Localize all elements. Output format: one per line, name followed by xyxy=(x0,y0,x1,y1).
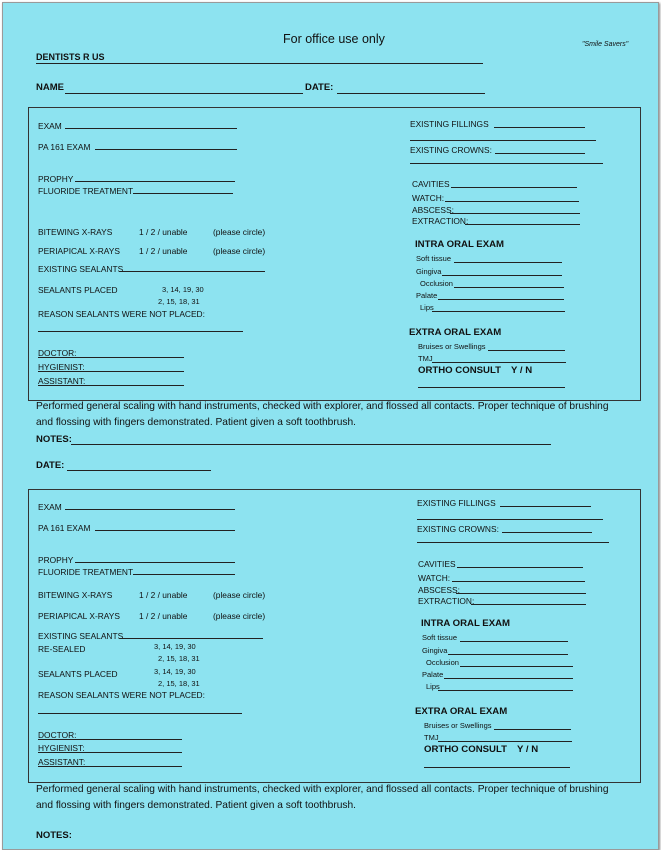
doctor-label: DOCTOR: xyxy=(38,348,77,358)
hygienist-field[interactable] xyxy=(38,752,182,753)
sealants-teeth-row1[interactable]: 3, 14, 19, 30 xyxy=(154,667,196,676)
date2-label: DATE: xyxy=(36,460,65,471)
gingiva-field[interactable] xyxy=(442,275,562,276)
existing-crowns-label: EXISTING CROWNS: xyxy=(410,145,492,155)
extraction-label: EXTRACTION: xyxy=(412,216,469,226)
cavities-label: CAVITIES xyxy=(412,179,450,189)
tmj-label: TMJ xyxy=(424,733,439,742)
existing-fillings-field[interactable] xyxy=(494,127,585,128)
practice-name: DENTISTS R US xyxy=(36,52,105,62)
exam-label: EXAM xyxy=(38,502,62,512)
sealants-teeth-row2[interactable]: 2, 15, 18, 31 xyxy=(158,679,200,688)
assistant-label: ASSISTANT: xyxy=(38,376,86,386)
pa161-field[interactable] xyxy=(95,149,237,150)
doctor-field[interactable] xyxy=(38,739,182,740)
existing-fillings-field-2[interactable] xyxy=(410,140,596,141)
sealants-placed-label: SEALANTS PLACED xyxy=(38,669,118,679)
reason-label: REASON SEALANTS WERE NOT PLACED: xyxy=(38,309,205,319)
assistant-field[interactable] xyxy=(38,766,182,767)
extraction-field[interactable] xyxy=(465,224,580,225)
name-field[interactable] xyxy=(65,93,303,94)
periapical-label: PERIAPICAL X-RAYS xyxy=(38,611,120,621)
exam-label: EXAM xyxy=(38,121,62,131)
notes-label: NOTES: xyxy=(36,434,72,445)
abscess-label: ABSCESS: xyxy=(412,205,454,215)
periapical-label: PERIAPICAL X-RAYS xyxy=(38,246,120,256)
watch-field[interactable] xyxy=(452,581,585,582)
gingiva-field[interactable] xyxy=(448,654,568,655)
soft-tissue-field[interactable] xyxy=(460,641,568,642)
hygienist-label: HYGIENIST: xyxy=(38,743,85,753)
existing-sealants-field[interactable] xyxy=(119,271,265,272)
existing-crowns-label: EXISTING CROWNS: xyxy=(417,524,499,534)
prophy-field[interactable] xyxy=(75,181,235,182)
exam-form-1 xyxy=(28,107,641,401)
reason-field[interactable] xyxy=(38,331,243,332)
periapical-note: (please circle) xyxy=(213,611,266,621)
palate-label: Palate xyxy=(416,291,438,300)
pa161-label: PA 161 EXAM xyxy=(38,142,91,152)
bitewing-label: BITEWING X-RAYS xyxy=(38,227,113,237)
lips-label: Lips xyxy=(426,682,440,691)
occlusion-label: Occlusion xyxy=(426,658,459,667)
hygienist-field[interactable] xyxy=(38,371,184,372)
existing-crowns-field-2[interactable] xyxy=(417,542,609,543)
bruises-field[interactable] xyxy=(488,350,565,351)
existing-fillings-label: EXISTING FILLINGS xyxy=(417,498,496,508)
assistant-field[interactable] xyxy=(38,385,184,386)
ortho-consult-field[interactable] xyxy=(418,387,565,388)
watch-label: WATCH: xyxy=(418,573,451,583)
name-label: NAME xyxy=(36,82,64,93)
palate-field[interactable] xyxy=(438,299,564,300)
fluoride-label: FLUORIDE TREATMENT xyxy=(38,186,134,196)
sealants-teeth-row1[interactable]: 3, 14, 19, 30 xyxy=(162,285,204,294)
bitewing-note: (please circle) xyxy=(213,590,266,600)
existing-fillings-field[interactable] xyxy=(500,506,591,507)
assistant-label: ASSISTANT: xyxy=(38,757,86,767)
extra-oral-title: EXTRA ORAL EXAM xyxy=(409,327,502,338)
fluoride-field[interactable] xyxy=(133,574,235,575)
exam-field[interactable] xyxy=(65,128,237,129)
occlusion-field[interactable] xyxy=(460,666,573,667)
date-field[interactable] xyxy=(337,93,485,94)
palate-field[interactable] xyxy=(444,678,573,679)
tmj-field[interactable] xyxy=(432,362,566,363)
bruises-label: Bruises or Swellings xyxy=(418,342,486,351)
existing-crowns-field-2[interactable] xyxy=(410,163,603,164)
soft-tissue-label: Soft tissue xyxy=(416,254,452,263)
doctor-label: DOCTOR: xyxy=(38,730,77,740)
pa161-field[interactable] xyxy=(95,530,235,531)
extraction-label: EXTRACTION: xyxy=(418,596,475,606)
form-page xyxy=(2,2,659,850)
soft-tissue-label: Soft tissue xyxy=(422,633,458,642)
tmj-field[interactable] xyxy=(438,741,572,742)
periapical-options[interactable]: 1 / 2 / unable xyxy=(139,246,188,256)
resealed-teeth-row2[interactable]: 2, 15, 18, 31 xyxy=(158,654,200,663)
pa161-label: PA 161 EXAM xyxy=(38,523,91,533)
periapical-note: (please circle) xyxy=(213,246,266,256)
existing-sealants-label: EXISTING SEALANTS xyxy=(38,631,124,641)
exam-form-2 xyxy=(28,489,641,783)
bruises-field[interactable] xyxy=(494,729,571,730)
bitewing-label: BITEWING X-RAYS xyxy=(38,590,113,600)
prophy-label: PROPHY xyxy=(38,174,74,184)
practice-line xyxy=(36,63,483,64)
gingiva-label: Gingiva xyxy=(416,267,442,276)
existing-crowns-field[interactable] xyxy=(502,532,592,533)
ortho-consult-label: ORTHO CONSULT xyxy=(424,744,507,755)
periapical-options[interactable]: 1 / 2 / unable xyxy=(139,611,188,621)
page-title: For office use only xyxy=(283,32,385,46)
abscess-label: ABSCESS: xyxy=(418,585,460,595)
occlusion-label: Occlusion xyxy=(420,279,453,288)
ortho-consult-field[interactable] xyxy=(424,767,570,768)
watch-field[interactable] xyxy=(445,201,579,202)
prophy-field[interactable] xyxy=(75,562,235,563)
gingiva-label: Gingiva xyxy=(422,646,448,655)
cavities-label: CAVITIES xyxy=(418,559,456,569)
watch-label: WATCH: xyxy=(412,193,445,203)
resealed-teeth-row1[interactable]: 3, 14, 19, 30 xyxy=(154,642,196,651)
existing-fillings-field-2[interactable] xyxy=(417,519,603,520)
ortho-consult-options[interactable]: Y / N xyxy=(517,744,539,755)
existing-fillings-label: EXISTING FILLINGS xyxy=(410,119,489,129)
existing-sealants-field[interactable] xyxy=(119,638,263,639)
date-label: DATE: xyxy=(305,82,334,93)
exam-field[interactable] xyxy=(65,509,235,510)
palate-label: Palate xyxy=(422,670,444,679)
fluoride-label: FLUORIDE TREATMENT xyxy=(38,567,134,577)
abscess-field[interactable] xyxy=(456,593,586,594)
abscess-field[interactable] xyxy=(450,213,580,214)
resealed-label: RE-SEALED xyxy=(38,644,86,654)
soft-tissue-field[interactable] xyxy=(454,262,562,263)
reason-field[interactable] xyxy=(38,713,242,714)
tagline: "Smile Savers" xyxy=(582,41,629,48)
ortho-consult-options[interactable]: Y / N xyxy=(511,365,533,376)
extraction-field[interactable] xyxy=(471,604,586,605)
tmj-label: TMJ xyxy=(418,354,433,363)
lips-field[interactable] xyxy=(438,690,573,691)
hygienist-label: HYGIENIST: xyxy=(38,362,85,372)
sealants-teeth-row2[interactable]: 2, 15, 18, 31 xyxy=(158,297,200,306)
bitewing-options[interactable]: 1 / 2 / unable xyxy=(139,590,188,600)
performed-text-2: Performed general scaling with hand instruments, checked with explorer, and flossed all contacts. Proper technique of brushing and flossing with fingers demonstrated. Patient given a soft toothbrush. xyxy=(36,784,609,811)
ortho-consult-label: ORTHO CONSULT xyxy=(418,365,501,376)
date2-field[interactable] xyxy=(67,470,211,471)
cavities-field[interactable] xyxy=(457,567,583,568)
sealants-placed-label: SEALANTS PLACED xyxy=(38,285,118,295)
existing-crowns-field[interactable] xyxy=(495,153,585,154)
doctor-field[interactable] xyxy=(38,357,184,358)
notes2-label: NOTES: xyxy=(36,830,72,841)
extra-oral-title: EXTRA ORAL EXAM xyxy=(415,706,508,717)
fluoride-field[interactable] xyxy=(133,193,233,194)
prophy-label: PROPHY xyxy=(38,555,74,565)
intra-oral-title: INTRA ORAL EXAM xyxy=(421,618,511,629)
existing-sealants-label: EXISTING SEALANTS xyxy=(38,264,124,274)
performed-text: Performed general scaling with hand instruments, checked with explorer, and flossed all contacts. Proper technique of brushing and flossing with fingers demonstrated. Patient given a soft toothbrush. xyxy=(36,401,609,428)
bitewing-note: (please circle) xyxy=(213,227,266,237)
bruises-label: Bruises or Swellings xyxy=(424,721,492,730)
intra-oral-title: INTRA ORAL EXAM xyxy=(415,239,505,250)
bitewing-options[interactable]: 1 / 2 / unable xyxy=(139,227,188,237)
cavities-field[interactable] xyxy=(451,187,577,188)
lips-label: Lips xyxy=(420,303,434,312)
occlusion-field[interactable] xyxy=(454,287,564,288)
notes-field[interactable] xyxy=(71,444,551,445)
reason-label: REASON SEALANTS WERE NOT PLACED: xyxy=(38,690,205,700)
lips-field[interactable] xyxy=(432,311,565,312)
